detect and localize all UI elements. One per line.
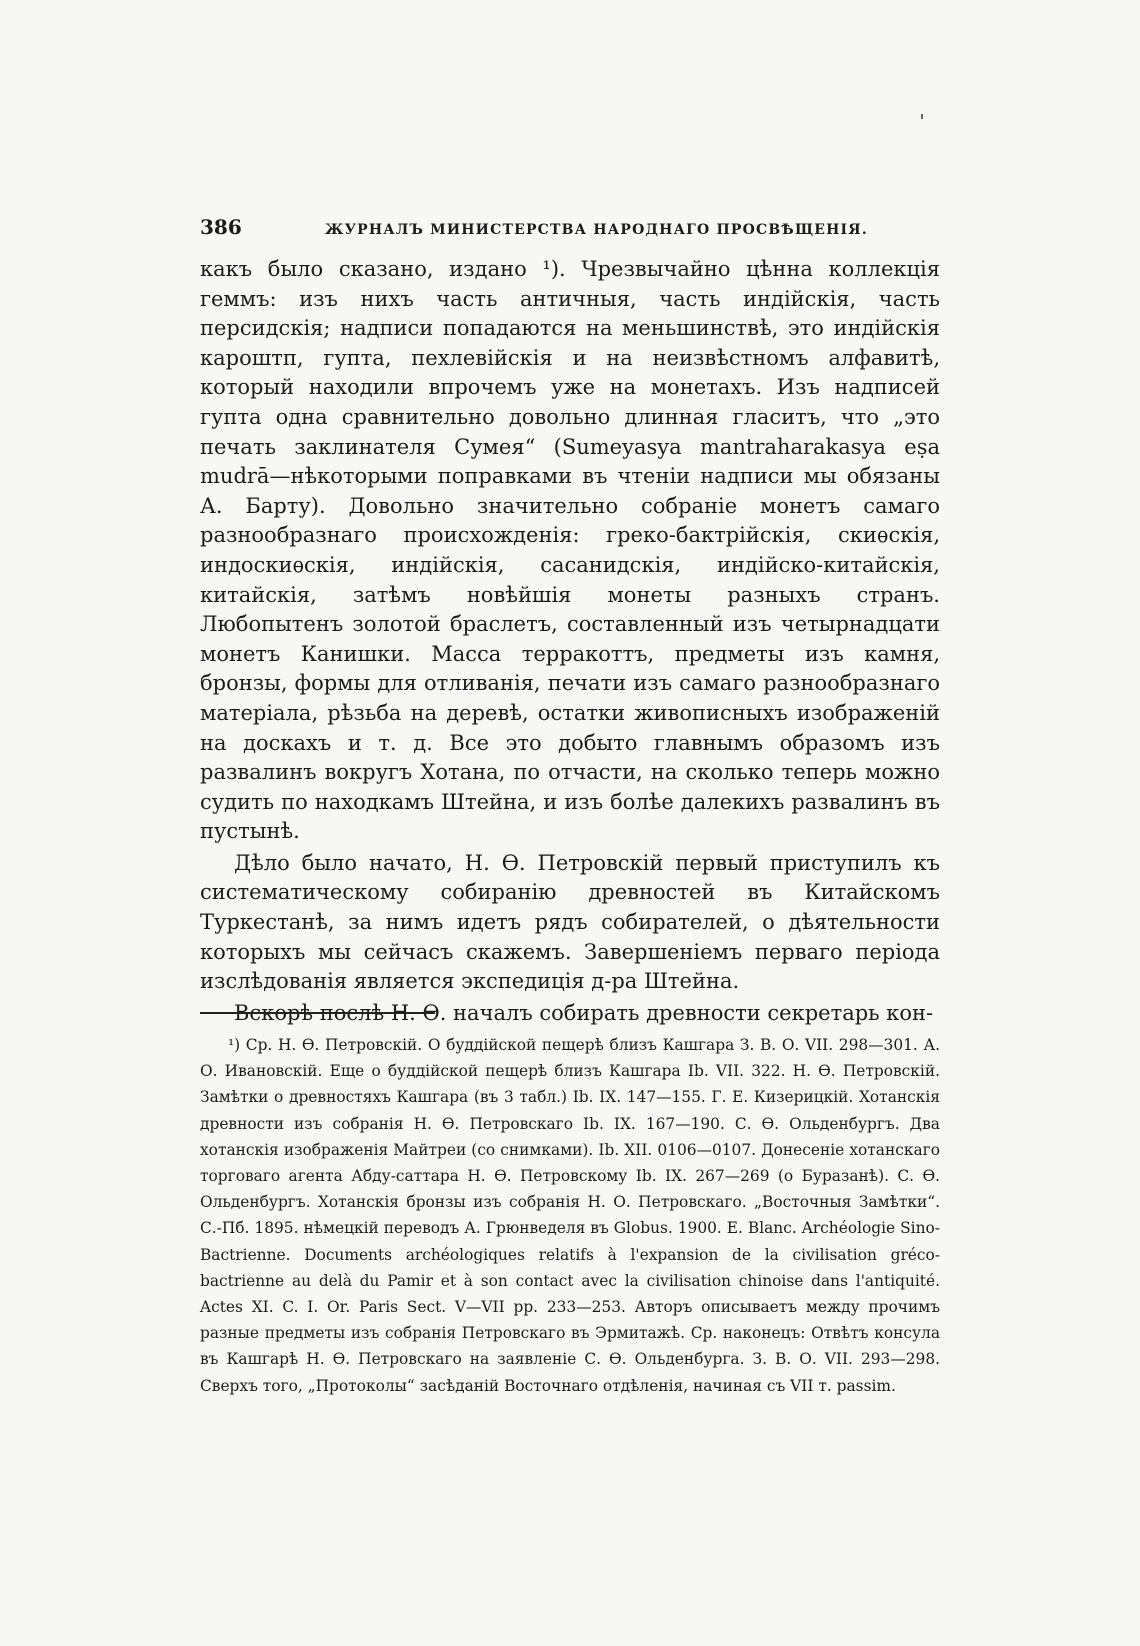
paragraph: какъ было сказано, издано ¹). Чрезвычайно цѣнна коллекція геммъ: изъ нихъ часть античныя, часть индійскія, часть персидскія; надписи попадаются на меньшинствѣ, это индійскія кароштп, гупта, пехлевійскія и на неизвѣстномъ алфавитѣ, который находили впрочемъ уже на монетахъ. Изъ надписей гупта одна сравнительно довольно длинная гласитъ, что „это печать заклинателя Сумея“ (Sumeyasya mantraharakasya eṣa mudrā—нѣкоторыми поправками въ чтеніи надписи мы обязаны А. Барту). Довольно значительно собраніе монетъ самаго разнообразнаго происхожденія: греко-бактрійскія, скиѳскія, индоскиѳскія, индійскія, сасанидскія, индійско-китайскія, китайскія, затѣмъ новѣйшія монеты разныхъ странъ. Любопытенъ золотой браслетъ, составленный изъ четырнадцати монетъ Канишки. Масса терракоттъ, предметы изъ камня, бронзы, формы для отливанія, печати изъ самаго разнообразнаго матеріала, рѣзьба на деревѣ, остатки живописныхъ изображеній на доскахъ и т. д. Все это добыто главнымъ образомъ изъ развалинъ вокругъ Хотана, по отчасти, на сколько теперь можно судить по находкамъ Штейна, и изъ болѣе далекихъ развалинъ въ пустынѣ. [200,257,940,844]
footnote-divider [200,1012,435,1014]
footnote: ¹) Ср. Н. Ѳ. Петровскій. О буддійской пещерѣ близъ Кашгара З. В. О. VII. 298—301. А. О. Ивановскій. Еще о буддійской пещерѣ близъ Кашгара Ib. VII. 322. Н. Ѳ. Петровскій. Замѣтки о древностяхъ Кашгара (въ 3 табл.) Ib. IX. 147—155. Г. Е. Кизерицкій. Хотанскія древности изъ собранія Н. Ѳ. Петровскаго Ib. IX. 167—190. С. Ѳ. Ольденбургъ. Два хотанскія изображенія Майтреи (со снимками). Ib. XII. 0106—0107. Донесеніе хотанскаго торговаго агента Абду-саттара Н. Ѳ. Петровскому Ib. IX. 267—269 (о Буразанѣ). С. Ѳ. Ольденбургъ. Хотанскія бронзы изъ собранія Н. О. Петровскаго. „Восточныя Замѣтки“. С.-Пб. 1895. нѣмецкій переводъ А. Грюнведеля въ Globus. 1900. Е. Blanc. Archéologie Sino-Bactrienne. Documents archéologiques relatifs à l'expansion de la civilisation gréco-bactrienne au delà du Pamir et à son contact avec la civilisation chinoise dans l'antiquité. Actes XI. C. I. Or. Paris Sect. V—VII pp. 233—253. Авторъ описываетъ между прочимъ разные предметы изъ собранія Петровскаго въ Эрмитажѣ. Ср. наконецъ: Отвѣтъ консула въ Кашгарѣ Н. Ѳ. Петровскаго на заявленіе С. Ѳ. Ольденбурга. З. В. О. VII. 293—298. Сверхъ того, „Протоколы“ засѣданій Восточнаго отдѣленія, начиная съ VII т. passim. [200,1036,940,1395]
running-head: ЖУРНАЛЪ МИНИСТЕРСТВА НАРОДНАГО ПРОСВѢЩЕНІЯ. [325,222,868,238]
paragraph: Вскорѣ послѣ Н. Ѳ. началъ собирать древности секретарь кон- [234,1000,934,1025]
scan-speck [921,114,923,119]
paragraph: Дѣло было начато, Н. Ѳ. Петровскій первый приступилъ къ систематическому собиранію древностей въ Китайскомъ Туркестанѣ, за нимъ идетъ рядъ собирателей, о дѣятельности которыхъ мы сейчасъ скажемъ. Завершеніемъ перваго періода изслѣдованія является экспедиція д-ра Штейна. [200,850,940,994]
footnotes [200,1032,940,1399]
main-text [200,255,940,1028]
page-number: 386 [200,215,242,239]
page-header [200,215,940,239]
